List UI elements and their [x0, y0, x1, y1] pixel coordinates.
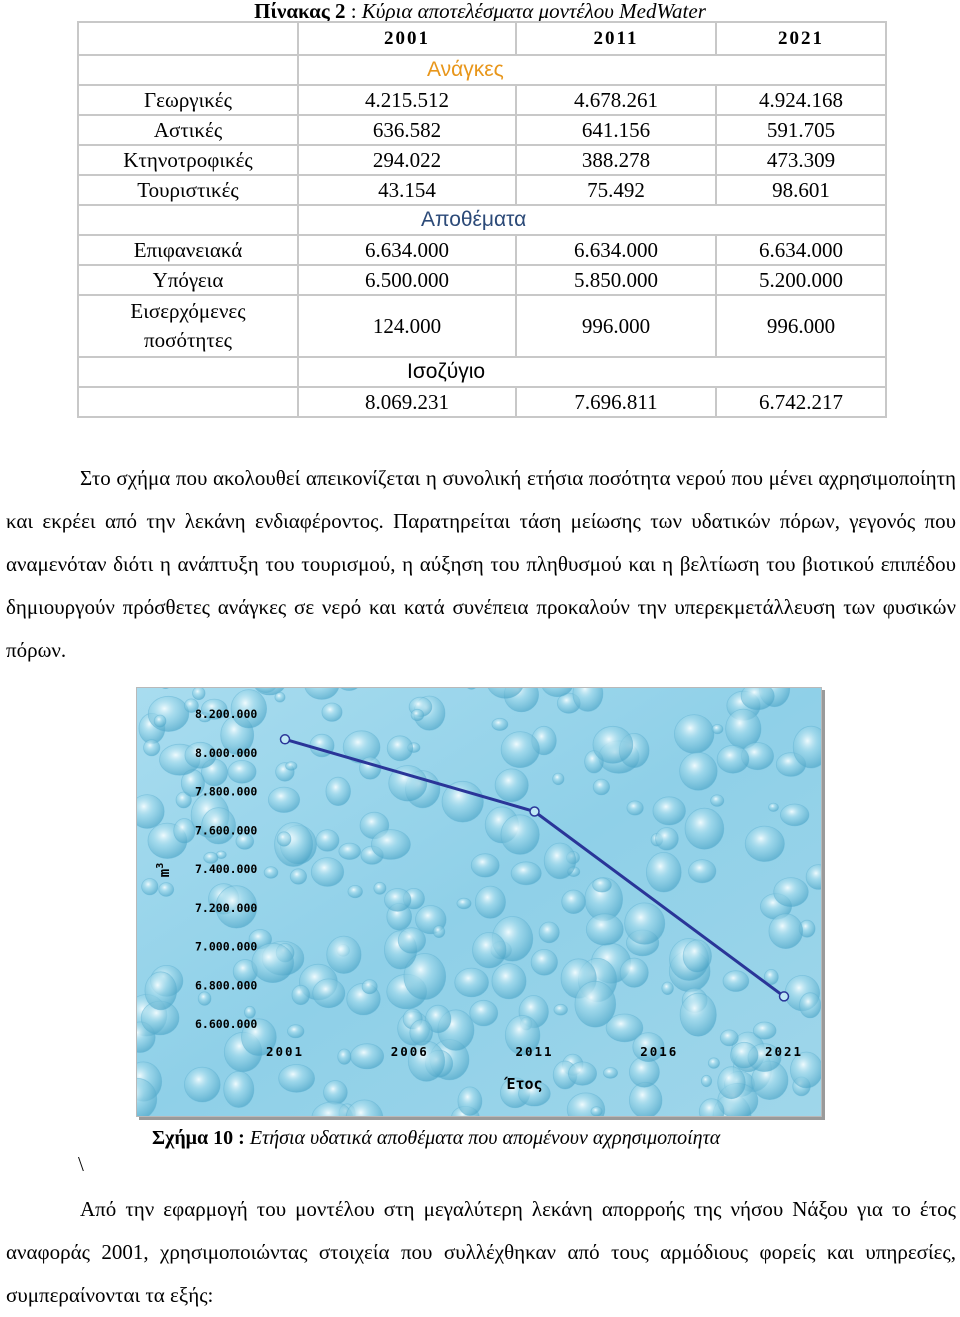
water-drop — [458, 1087, 482, 1116]
water-drop — [324, 1081, 348, 1105]
table-caption-text: Κύρια αποτελέσματα μοντέλου MedWater — [361, 0, 706, 23]
water-drop — [492, 718, 508, 730]
water-drop — [680, 752, 718, 790]
section-spacer-cell — [78, 55, 298, 85]
water-drop — [224, 1071, 254, 1107]
y-tick-label: 7.200.000 — [195, 900, 258, 915]
water-drop — [774, 878, 809, 907]
header-year-cell: 2011 — [516, 22, 716, 55]
water-drop — [292, 985, 310, 1004]
water-drop — [575, 981, 616, 1027]
water-drop — [311, 858, 343, 887]
water-drop — [374, 882, 386, 894]
water-drop — [471, 854, 499, 877]
water-drop — [723, 971, 749, 992]
table-cell: 43.154 — [298, 175, 516, 205]
water-drop — [457, 898, 471, 909]
table-row — [78, 387, 886, 417]
water-drop — [475, 886, 505, 918]
water-drop — [591, 1107, 602, 1116]
water-drop — [780, 804, 809, 826]
water-drop — [745, 826, 784, 861]
water-drop — [769, 803, 779, 811]
row-label: Κτηνοτροφικές — [78, 145, 298, 175]
data-point — [780, 992, 789, 1001]
paragraph-2 — [6, 1188, 956, 1317]
results-table — [77, 21, 887, 418]
water-drop — [287, 1025, 304, 1038]
x-tick-label: 2021 — [764, 1044, 804, 1059]
water-drop — [593, 878, 612, 892]
table-cell: 75.492 — [516, 175, 716, 205]
water-drop — [470, 1000, 498, 1026]
water-drop — [411, 709, 424, 720]
water-drop — [531, 949, 557, 975]
water-drop — [148, 696, 189, 731]
water-drop — [362, 980, 377, 994]
table-cell: 473.309 — [716, 145, 886, 175]
table-caption-lead: Πίνακας 2 — [254, 0, 346, 23]
table-row — [78, 145, 886, 175]
water-drop — [753, 1022, 776, 1039]
table-row — [78, 295, 886, 357]
water-drop — [593, 726, 633, 763]
stray-mark: \ — [78, 1152, 84, 1176]
water-drop — [313, 979, 345, 1008]
water-drop — [144, 740, 160, 756]
water-drop — [769, 914, 803, 949]
water-drop — [473, 932, 507, 968]
x-tick-label: 2001 — [265, 1044, 305, 1059]
table-cell: 4.924.168 — [716, 85, 886, 115]
water-drop — [279, 1065, 315, 1093]
row-label: Επιφανειακά — [78, 235, 298, 265]
data-point — [530, 807, 539, 816]
water-drop — [198, 992, 211, 1006]
table-cell: 98.601 — [716, 175, 886, 205]
header-year-cell: 2021 — [716, 22, 886, 55]
row-label: Αστικές — [78, 115, 298, 145]
water-drop — [495, 769, 528, 802]
water-drop — [142, 879, 158, 895]
data-point — [281, 735, 290, 744]
water-drop — [625, 903, 665, 944]
section-spacer-cell — [78, 357, 298, 387]
row-label: Γεωργικές — [78, 85, 298, 115]
table-row — [78, 85, 886, 115]
water-drop — [685, 808, 724, 849]
water-drop — [539, 922, 559, 943]
water-drop — [501, 732, 539, 768]
header-corner-cell — [78, 22, 298, 55]
water-drop — [562, 890, 586, 914]
water-drop — [718, 1067, 746, 1099]
table-cell: 8.069.231 — [298, 387, 516, 417]
x-tick-label: 2011 — [515, 1044, 554, 1059]
section-spacer-cell — [78, 205, 298, 235]
water-drop — [351, 1044, 384, 1069]
y-axis-ticks — [195, 707, 257, 1031]
table-cell: 4.678.261 — [516, 85, 716, 115]
section-title-balance: Ισοζύγιο — [298, 357, 886, 387]
water-drop — [653, 797, 686, 825]
water-drop — [433, 926, 445, 938]
table-cell: 6.634.000 — [516, 235, 716, 265]
y-tick-label: 8.200.000 — [195, 707, 258, 721]
table-cell: 294.022 — [298, 145, 516, 175]
water-drop — [387, 736, 413, 761]
table-cell: 5.200.000 — [716, 265, 886, 295]
water-drop — [800, 993, 821, 1018]
figure-caption — [152, 1125, 852, 1151]
table-caption-separator: : — [345, 0, 362, 23]
figure-label: Σχήμα 10 : — [152, 1127, 245, 1149]
table-cell: 6.500.000 — [298, 265, 516, 295]
water-drop — [701, 1075, 711, 1086]
table-cell: 591.705 — [716, 115, 886, 145]
water-drop — [708, 1058, 719, 1069]
water-drop — [712, 724, 723, 733]
line-chart — [137, 688, 821, 1116]
water-drop — [316, 830, 339, 852]
water-drop — [553, 773, 564, 785]
water-drop — [603, 1068, 617, 1079]
table-cell: 996.000 — [716, 295, 886, 357]
water-drop — [683, 940, 711, 972]
section-title-needs: Ανάγκες — [298, 55, 886, 85]
y-tick-label: 7.800.000 — [195, 784, 258, 799]
water-drop — [720, 1030, 738, 1046]
paragraph-1-text: Στο σχήμα που ακολουθεί απεικονίζεται η συνολική ετήσια ποσότητα νερού που μένει αχρησιμοποίητη και εκρέει από την λεκάνη ενδιαφέροντος. Παρατηρείται τάση μείωσης των υδατικών πόρων, γεγονός που αναμενόταν διότι η ανάπτυξη του τουρισμού, η αύξηση του πληθυσμού και η βελτίωση του βιοτικού επιπέδου δημιουργούν πρόσθετες ανάγκες σε νερό και κατά συνέπεια προκαλούν την υπερεκμετάλλευση των φυσικών πόρων. — [6, 466, 956, 662]
water-drop — [511, 862, 541, 885]
table-cell: 4.215.512 — [298, 85, 516, 115]
water-drop — [627, 801, 643, 815]
y-tick-label: 7.000.000 — [195, 939, 258, 954]
water-drop — [646, 852, 681, 892]
y-axis-title-base: m — [157, 868, 173, 878]
water-drop — [680, 993, 716, 1036]
water-drop — [656, 828, 679, 851]
table-cell: 636.582 — [298, 115, 516, 145]
water-drop — [275, 692, 285, 702]
table-header-row — [78, 22, 886, 55]
water-drop — [290, 869, 306, 884]
water-drop — [348, 885, 363, 897]
water-drop — [145, 972, 177, 1010]
water-drop — [228, 760, 256, 783]
water-drop — [252, 943, 294, 982]
water-drop — [586, 914, 623, 945]
water-drop — [620, 958, 648, 987]
table-cell: 5.850.000 — [516, 265, 716, 295]
water-drop — [327, 936, 361, 973]
water-drop — [159, 883, 174, 897]
y-tick-label: 7.400.000 — [195, 862, 258, 876]
table-cell: 7.696.811 — [516, 387, 716, 417]
table-row — [78, 115, 886, 145]
water-drop — [593, 779, 609, 795]
header-year-cell: 2001 — [298, 22, 516, 55]
table-row — [78, 175, 886, 205]
table-cell: 124.000 — [298, 295, 516, 357]
water-drop — [384, 889, 411, 912]
x-tick-label: 2016 — [640, 1044, 679, 1059]
water-drop — [410, 1020, 433, 1045]
table-cell: 6.742.217 — [716, 387, 886, 417]
water-drop — [568, 1062, 596, 1085]
water-drop — [268, 787, 299, 812]
table-cell: 388.278 — [516, 145, 716, 175]
water-drop — [554, 1004, 568, 1015]
water-drop — [286, 762, 297, 771]
water-drop — [371, 830, 410, 860]
section-row — [78, 205, 886, 235]
table-cell: 6.634.000 — [298, 235, 516, 265]
table-cell: 6.634.000 — [716, 235, 886, 265]
water-drop — [455, 968, 489, 997]
water-drop — [154, 715, 166, 727]
row-label: Τουριστικές — [78, 175, 298, 205]
y-tick-label: 8.000.000 — [195, 745, 258, 760]
chart-frame — [136, 687, 822, 1117]
water-drop — [398, 928, 425, 954]
y-tick-label: 6.800.000 — [195, 978, 258, 993]
row-label — [78, 295, 298, 357]
section-title-reserves: Αποθέματα — [298, 205, 886, 235]
row-label — [78, 387, 298, 417]
y-tick-label: 7.600.000 — [195, 823, 258, 838]
water-drop — [277, 832, 291, 846]
water-drop — [689, 860, 716, 883]
x-tick-label: 2006 — [390, 1044, 429, 1059]
x-axis-title: Έτος — [506, 1075, 543, 1093]
figure-text: Ετήσια υδατικά αποθέματα που απομένουν αχρησιμοποίητα — [249, 1127, 721, 1149]
row-label-line: Εισερχόμενες — [130, 299, 246, 323]
water-drop — [674, 715, 714, 754]
water-drop — [322, 703, 342, 721]
water-drop — [338, 1049, 351, 1064]
table-cell: 996.000 — [516, 295, 716, 357]
water-drop — [492, 964, 526, 999]
y-axis-title-superscript: 3 — [155, 862, 166, 869]
water-drop — [731, 1042, 759, 1068]
water-drop — [264, 867, 278, 879]
table-row — [78, 235, 886, 265]
water-drop — [326, 777, 351, 805]
row-label-line: ποσότητες — [144, 328, 232, 352]
water-drop — [501, 815, 539, 855]
section-row — [78, 357, 886, 387]
table-cell: 641.156 — [516, 115, 716, 145]
water-drop — [711, 795, 724, 807]
section-row — [78, 55, 886, 85]
water-drop — [544, 843, 576, 879]
water-drop — [193, 688, 206, 700]
row-label: Υπόγεια — [78, 265, 298, 295]
water-drop — [339, 843, 361, 859]
paragraph-1 — [6, 457, 956, 672]
water-drop — [184, 1067, 220, 1102]
y-tick-label: 6.600.000 — [195, 1017, 258, 1031]
table-row — [78, 265, 886, 295]
paragraph-2-text: Από την εφαρμογή του μοντέλου στη μεγαλύτερη λεκάνη απορροής της νήσου Νάξου για το έτος αναφοράς 2001, χρησιμοποιώντας στοιχεία που συλλέχθηκαν από τους αρμόδιους φορείς και υπηρεσίες, συμπεραίνονται τα εξής: — [6, 1197, 956, 1307]
water-drop — [717, 745, 749, 773]
water-drop — [662, 982, 674, 995]
